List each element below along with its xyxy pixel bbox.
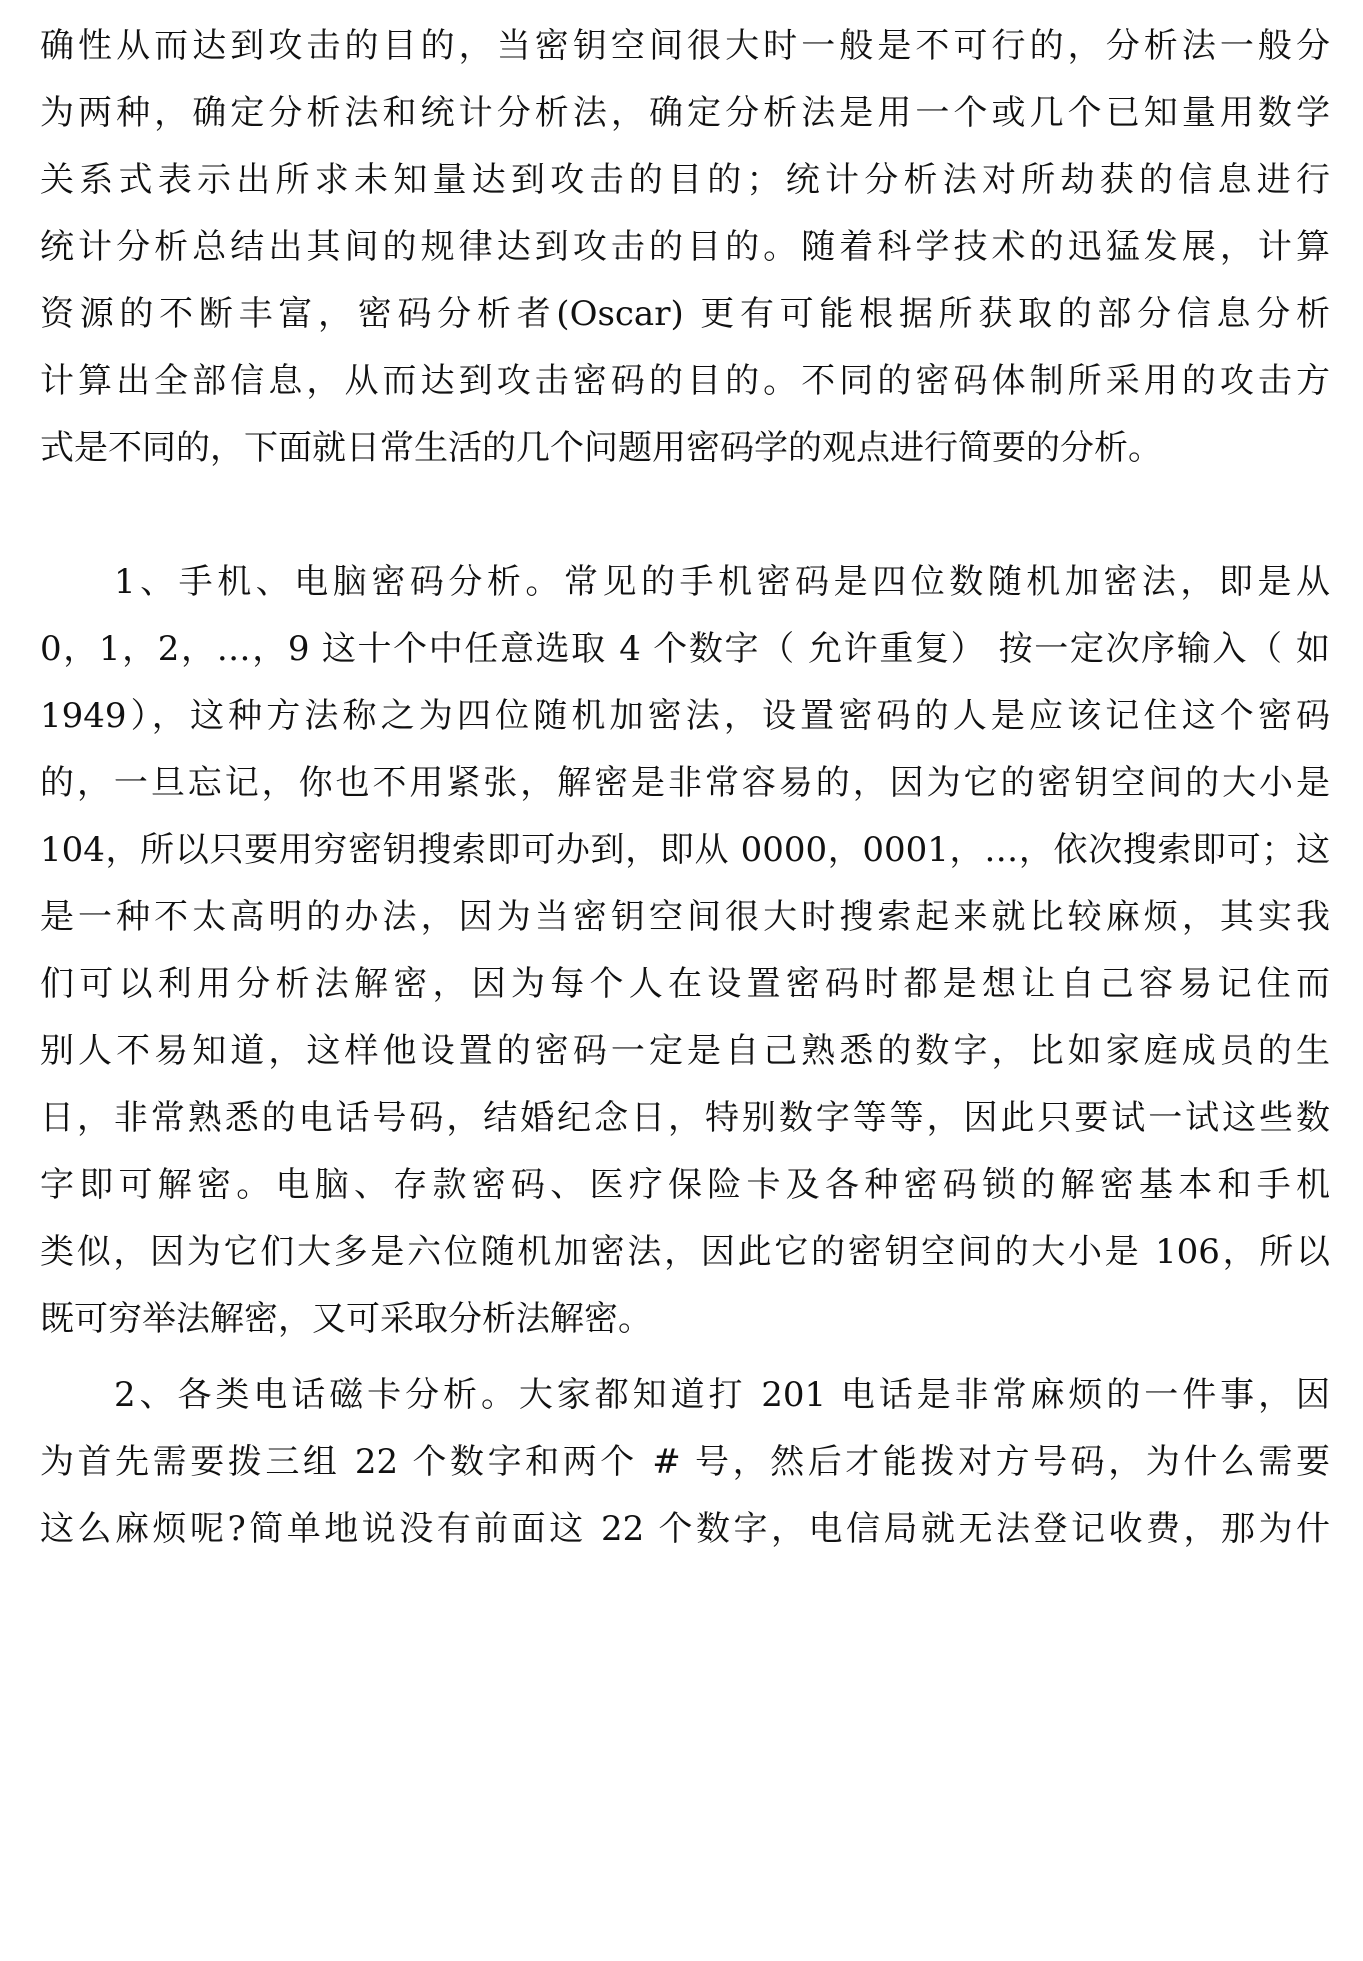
text-line: 的，一旦忘记，你也不用紧张，解密是非常容易的，因为它的密钥空间的大小是 [40, 763, 1330, 803]
text-line: 类似，因为它们大多是六位随机加密法，因此它的密钥空间的大小是 106，所以 [40, 1232, 1330, 1272]
text-line: 字即可解密。电脑、存款密码、医疗保险卡及各种密码锁的解密基本和手机 [40, 1165, 1330, 1205]
text-line: 统计分析总结出其间的规律达到攻击的目的。随着科学技术的迅猛发展，计算 [40, 227, 1330, 267]
text-line: 为首先需要拨三组 22 个数字和两个 # 号，然后才能拨对方号码，为什么需要 [40, 1442, 1330, 1482]
text-line: 日，非常熟悉的电话号码，结婚纪念日，特别数字等等，因此只要试一试这些数 [40, 1098, 1330, 1138]
text-line: 2、各类电话磁卡分析。大家都知道打 201 电话是非常麻烦的一件事，因 [114, 1375, 1330, 1415]
text-line: 这么麻烦呢?简单地说没有前面这 22 个数字，电信局就无法登记收费，那为什 [40, 1509, 1330, 1549]
text-line: 既可穷举法解密，又可采取分析法解密。 [40, 1299, 652, 1339]
text-line: 1、手机、电脑密码分析。常见的手机密码是四位数随机加密法，即是从 [114, 562, 1330, 602]
text-line: 资源的不断丰富，密码分析者(Oscar) 更有可能根据所获取的部分信息分析 [40, 294, 1330, 334]
text-line: 0，1，2，…，9 这十个中任意选取 4 个数字（ 允许重复） 按一定次序输入（ 如 [40, 629, 1330, 669]
text-line: 关系式表示出所求未知量达到攻击的目的；统计分析法对所劫获的信息进行 [40, 160, 1330, 200]
text-line: 确性从而达到攻击的目的，当密钥空间很大时一般是不可行的，分析法一般分 [40, 26, 1330, 66]
text-line: 别人不易知道，这样他设置的密码一定是自己熟悉的数字，比如家庭成员的生 [40, 1031, 1330, 1071]
text-line: 1949），这种方法称之为四位随机加密法，设置密码的人是应该记住这个密码 [40, 696, 1330, 736]
text-line: 们可以利用分析法解密，因为每个人在设置密码时都是想让自己容易记住而 [40, 964, 1330, 1004]
text-line: 为两种，确定分析法和统计分析法，确定分析法是用一个或几个已知量用数学 [40, 93, 1330, 133]
text-line: 计算出全部信息，从而达到攻击密码的目的。不同的密码体制所采用的攻击方 [40, 361, 1330, 401]
text-line: 式是不同的，下面就日常生活的几个问题用密码学的观点进行简要的分析。 [40, 428, 1162, 468]
text-line: 是一种不太高明的办法，因为当密钥空间很大时搜索起来就比较麻烦，其实我 [40, 897, 1330, 937]
text-line: 104，所以只要用穷密钥搜索即可办到，即从 0000，0001，…，依次搜索即可；这 [40, 830, 1330, 870]
